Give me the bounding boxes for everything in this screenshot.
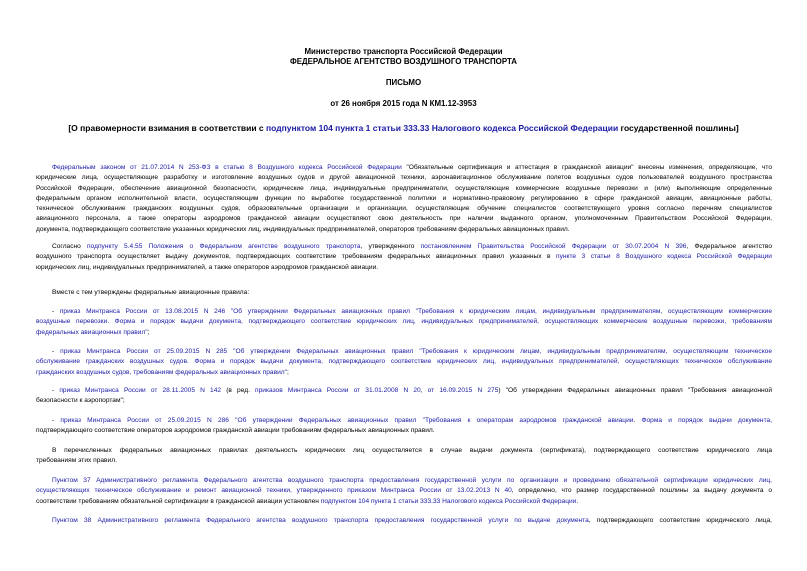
ministry-heading: Министерство транспорта Российской Федерации (304, 47, 503, 56)
document-date-number: от 26 ноября 2015 года N КМ1.12-3953 (330, 99, 477, 108)
agency-heading: ФЕДЕРАЛЬНОЕ АГЕНТСТВО ВОЗДУШНОГО ТРАНСПОРТА (290, 57, 517, 66)
regulation-link[interactable]: подпункту 5.4.55 Положения о Федеральном агентстве воздушного транспорта (87, 243, 361, 250)
order-285-link[interactable]: приказ Минтранса России от 25.09.2015 N 285 "Об утверждении Федеральных авиационных правил "Требования к юридическим лицам, индивидуальным предпринимателям, осуществляющим техническое (60, 348, 772, 355)
air-code-article-link[interactable]: пункте 3 статьи 8 Воздушного кодекса Российской Федерации (556, 253, 772, 261)
tax-code-link[interactable]: подпунктом 104 пункта 1 статьи 333.33 Налогового кодекса Российской Федерации (320, 497, 577, 505)
list-item-3: - приказ Минтранса России от 28.11.2005 N 142 (в ред. приказов Минтранса России от 31.01.2008 N 20, от 16.09.2015 N 275) "Об утверждении Федеральных авиационных правил "Требования авиационной безопасности к аэропортам"; (36, 387, 772, 405)
order-246-link[interactable]: приказ Минтранса России от 13.08.2015 N 246 "Об утверждении Федеральных авиационных правил "Требования к юридическим лицам, индивидуальным предпринимателям, осуществляющим коммерческие (59, 308, 772, 315)
list-item-1: - приказ Минтранса России от 13.08.2015 N 246 "Об утверждении Федеральных авиационных правил "Требования к юридическим лицам, индивидуальным предпринимателям, осуществляющим коммерческие воздушные перевозки. Форма и порядок выдачи документа, подтверждающего соответствие юридических лиц, индивидуальных предпринимателей, осуществляющих коммерческие воздушные перевозки, требованиям федеральных авиационных правил"; (36, 308, 772, 336)
government-decree-link[interactable]: постановлением Правительства Российской Федерации от 30.07.2004 N 396 (420, 243, 687, 250)
order-142-link[interactable]: приказ Минтранса России от 28.11.2005 N 142 (59, 387, 222, 394)
order-20-link[interactable]: приказов Минтранса России от 31.01.2008 N 20 (255, 387, 421, 394)
paragraph-5: Пунктом 37 Административного регламента Федерального агентства воздушного транспорта предоставления государственной услуги по организации и проведению обязательной сертификации юридических лиц, осуществляющих техническое обслуживание и ремонт авиационной техники, утвержденного приказом Минтранса России от 13.02.2013 N 40, определено, что размер государственной пошлины за выдачу документа о соответствии требованиям обязательной сертификации в гражданской авиации установлен подпунктом 104 пункта 1 статьи 333.33 Налогового кодекса Российской Федерации. (36, 477, 772, 505)
order-40-link[interactable]: приказом Минтранса России от 13.02.2013 N 40 (347, 487, 512, 495)
order-286-link[interactable]: приказ Минтранса России от 25.09.2015 N 286 "Об утверждении Федеральных авиационных правил "Требования к операторам аэродромов гражданской авиации. Форма и порядок выдачи документа, (60, 417, 773, 424)
title-tax-code-link[interactable]: подпунктом 104 пункта 1 статьи 333.33 Налогового кодекса Российской Федерации (266, 123, 619, 133)
document-type: ПИСЬМО (385, 78, 422, 87)
list-item-4: - приказ Минтранса России от 25.09.2015 N 286 "Об утверждении Федеральных авиационных правил "Требования к операторам аэродромов гражданской авиации. Форма и порядок выдачи документа, подтверждающего соответствие операторов аэродромов гражданской авиации требованиям федеральных авиационных правил. (36, 417, 773, 435)
regulation-38-link[interactable]: Пунктом 38 Административного регламента Федерального агентства воздушного транспорта предоставления государственной услуги по выдаче документа (52, 517, 589, 524)
paragraph-4: В перечисленных федеральных авиационных правилах деятельность юридических лиц осуществляется в случае выдачи документа (сертификата), подтверждающего соответствие юридического лица требованиям этих правил. (36, 447, 772, 465)
order-275-link[interactable]: от 16.09.2015 N 275 (427, 387, 499, 394)
paragraph-2: Согласно подпункту 5.4.55 Положения о Федеральном агентстве воздушного транспорта, утвержденного постановлением Правительства Российской Федерации от 30.07.2004 N 396, Федеральное агентство воздушного транспорта осуществляет выдачу документов, подтверждающих соответствие требованиям федеральных авиационных правил указанных в пункте 3 статьи 8 Воздушного кодекса Российской Федерации юридических лиц, индивидуальных предпринимателей, а также операторов аэродромов гражданской авиации. (36, 243, 772, 271)
federal-law-link[interactable]: Федеральным законом от 21.07.2014 N 253-ФЗ в статью 8 Воздушного кодекса Российской Федерации (52, 164, 402, 171)
document-title: [О правомерности взимания в соответствии с подпунктом 104 пункта 1 статьи 333.33 Налогового кодекса Российской Федерации государственной пошлины] (68, 123, 739, 133)
paragraph-6: Пунктом 38 Административного регламента Федерального агентства воздушного транспорта предоставления государственной услуги по выдаче документа, подтверждающего соответствие юридического лица, (52, 517, 772, 524)
paragraph-3: Вместе с тем утверждены федеральные авиационные правила: (52, 289, 250, 296)
paragraph-1: Федеральным законом от 21.07.2014 N 253-ФЗ в статью 8 Воздушного кодекса Российской Федерации "Обязательные сертификация и аттестация в гражданской авиации" внесены изменения, определяющие, что юридические лица, осуществляющие разработку и изготовление воздушных судов и другой авиационной техники, аэронавигационное обслуживание полетов воздушных судов пользователей воздушного пространства Российской Федерации, обеспечение авиационной безопасности, юридические лица, индивидуальные предприниматели, осуществляющие коммерческие воздушные перевозки и (или) выполняющие определенные федеральным органом исполнительной власти, осуществляющим функции по выработке государственной политики и нормативно-правовому регулированию в сфере гражданской авиации, авиационные работы, техническое обслуживание гражданских воздушных судов, образовательные организации и организации, осуществляющие обучение специалистов соответствующего уровня согласно перечням специалистов авиационного персонала, а также операторы аэродромов гражданской авиации осуществляют свою деятельность при наличии выданного органом, уполномоченным Правительством Российской Федерации, документа, подтверждающего соответствие указанных юридических лиц, индивидуальных предпринимателей, операторов требованиям федеральных авиационных правил. (36, 164, 773, 233)
list-item-2: - приказ Минтранса России от 25.09.2015 N 285 "Об утверждении Федеральных авиационных правил "Требования к юридическим лицам, индивидуальным предпринимателям, осуществляющим техническое обслуживание гражданских воздушных судов. Форма и порядок выдачи документа, подтверждающего соответствие юридических лиц, индивидуальных предпринимателей, осуществляющих техническое обслуживание гражданских воздушных судов, требованиям федеральных авиационных правил"; (36, 348, 772, 376)
